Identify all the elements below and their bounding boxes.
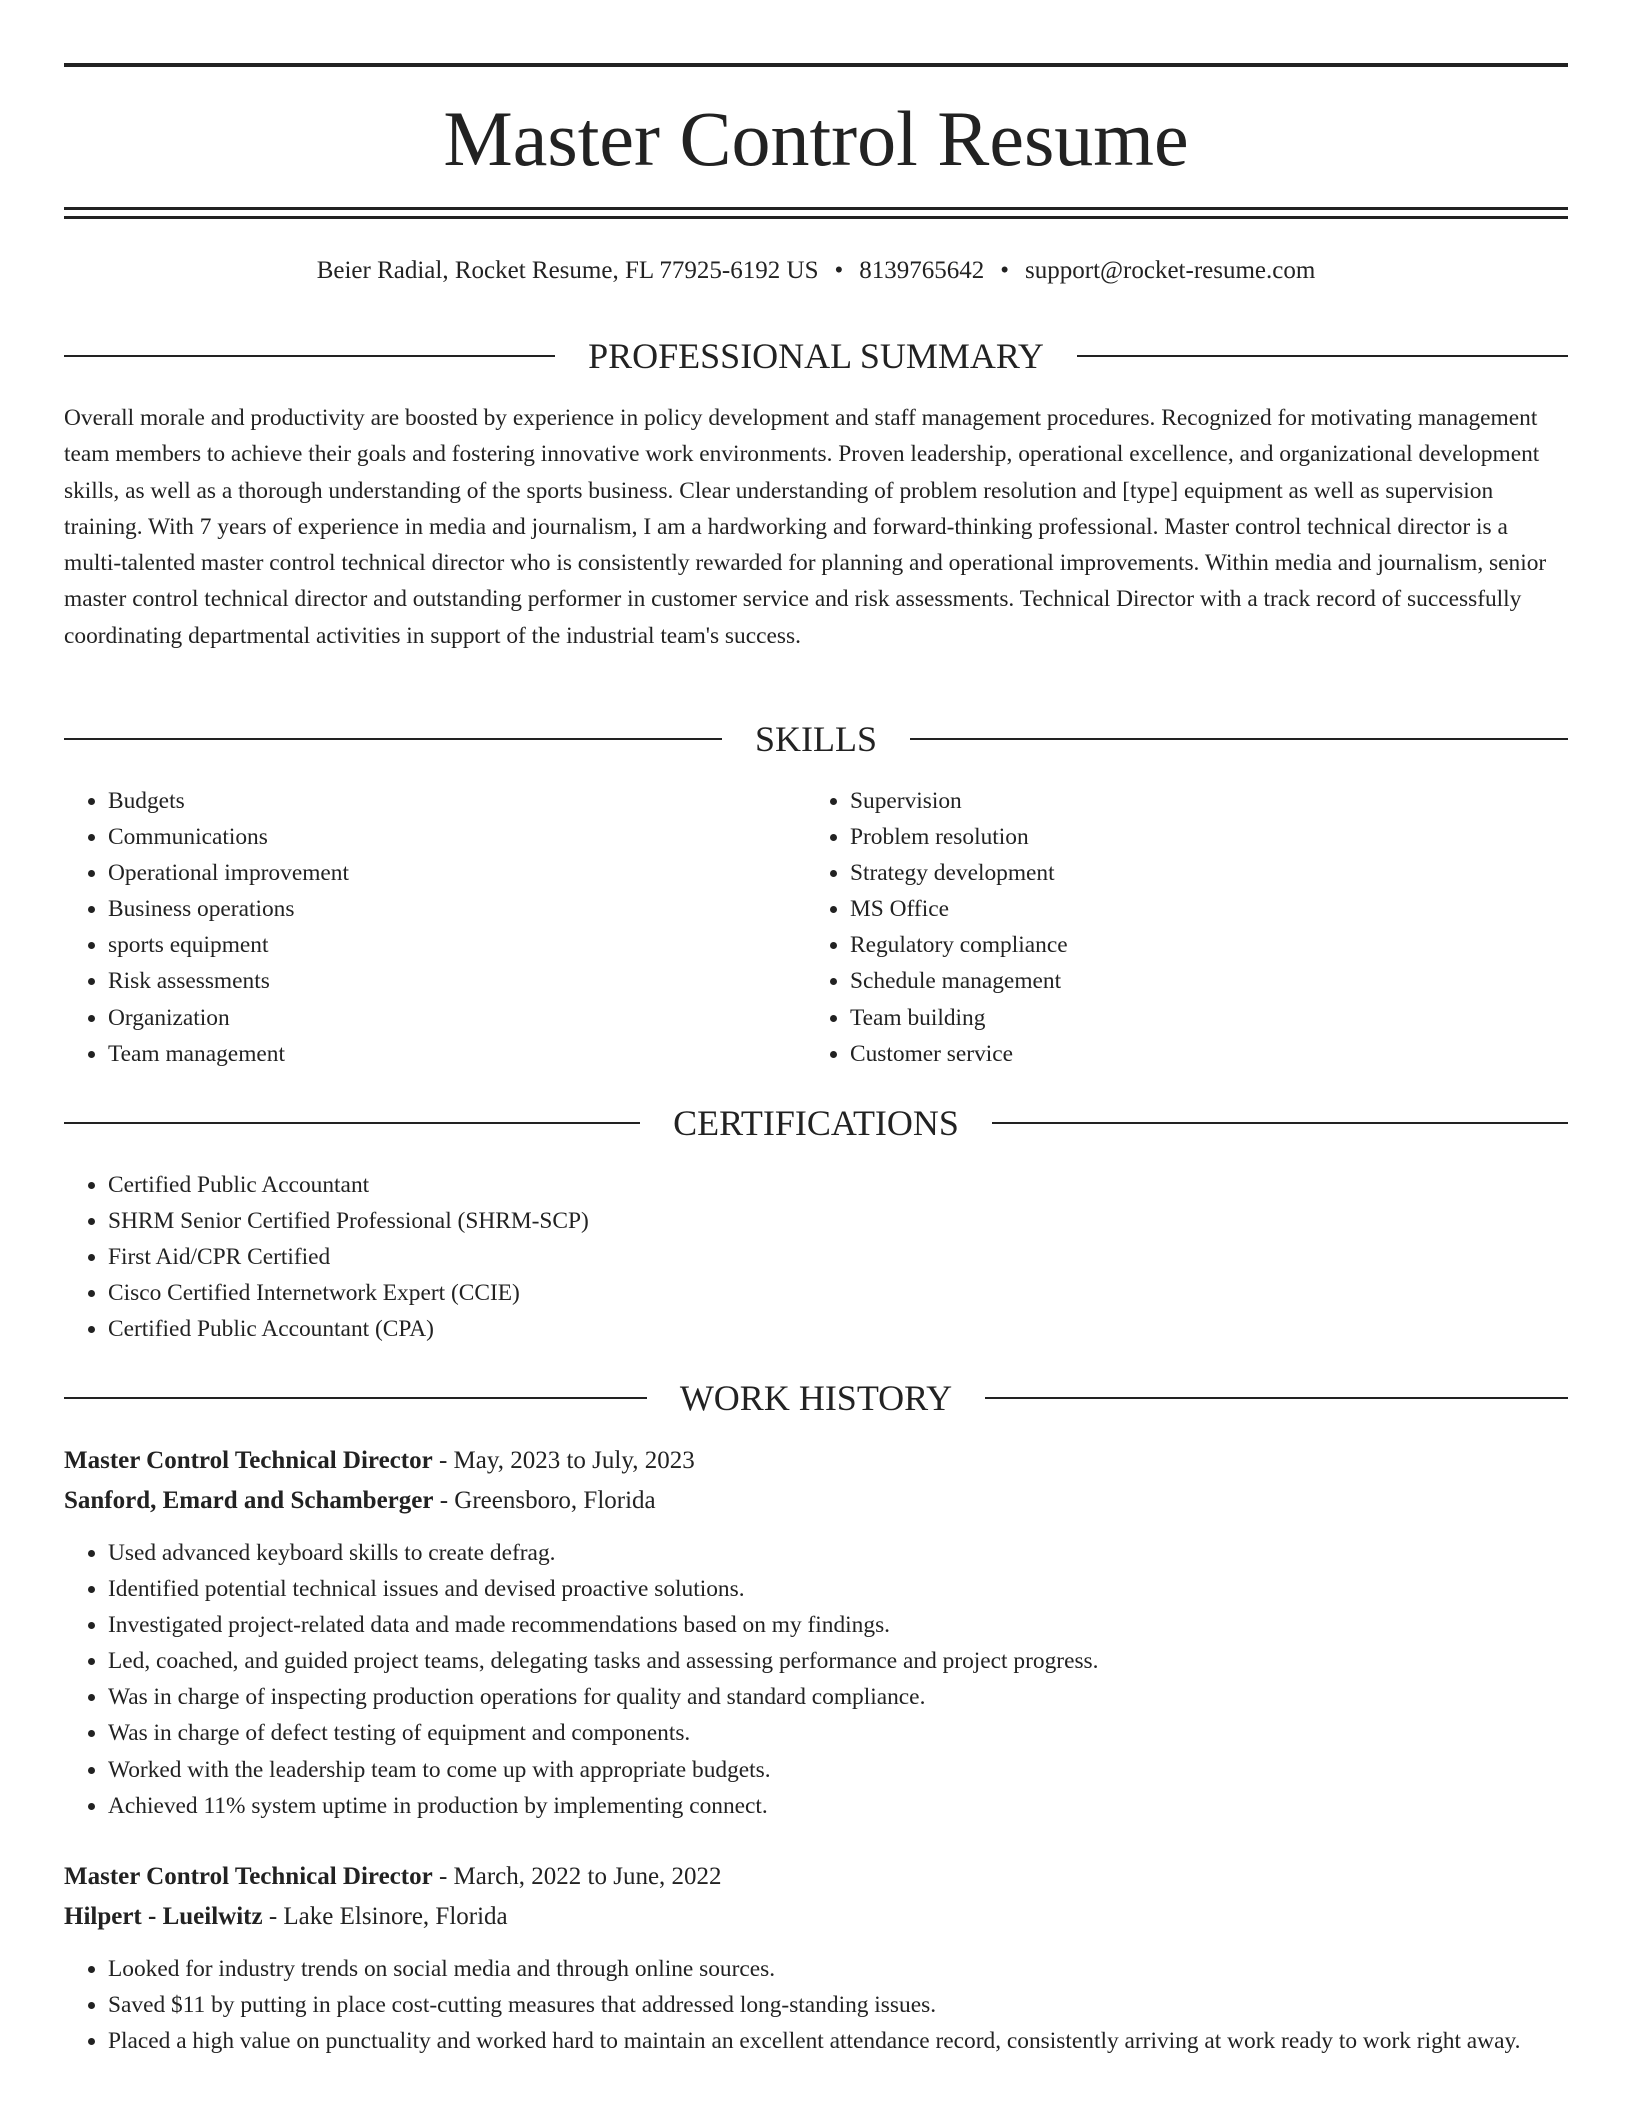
skill-item: • Communications xyxy=(108,819,808,855)
contact-line xyxy=(64,254,1568,288)
header-double-rule-top xyxy=(64,207,1568,210)
job-bullet: • Placed a high value on punctuality and worked hard to maintain an excellent attendance record, consistently arriving at work ready to work right away. xyxy=(108,2023,1568,2059)
job-bullet: • Identified potential technical issues and devised proactive solutions. xyxy=(108,1571,1568,1607)
certification-item: • Certified Public Accountant xyxy=(108,1167,1568,1203)
summary-heading xyxy=(64,334,1568,378)
skill-item: • sports equipment xyxy=(108,927,808,963)
skill-item: • Strategy development xyxy=(850,855,1550,891)
skill-item: • MS Office xyxy=(850,891,1550,927)
header-double-rule-bottom xyxy=(64,216,1568,219)
skill-item: • Schedule management xyxy=(850,963,1550,999)
job-company: Sanford, Emard and Schamberger xyxy=(64,1487,434,1514)
job-bullets xyxy=(64,1535,1568,1824)
resume-title: Master Control Resume xyxy=(443,95,1189,182)
job-company-line xyxy=(64,1481,1568,1521)
skills-heading xyxy=(64,717,1568,761)
job-bullet: • Worked with the leadership team to come up with appropriate budgets. xyxy=(108,1752,1568,1788)
job-location: - Greensboro, Florida xyxy=(433,1487,656,1514)
skill-item: • Team management xyxy=(108,1036,808,1072)
heading-rule xyxy=(985,1397,1568,1399)
job-bullet: • Was in charge of defect testing of equipment and components. xyxy=(108,1715,1568,1751)
contact-separator: • xyxy=(834,257,844,284)
summary-heading-label: PROFESSIONAL SUMMARY xyxy=(588,336,1044,376)
contact-separator: • xyxy=(1000,257,1010,284)
contact-email[interactable]: support@rocket-resume.com xyxy=(1025,257,1316,284)
heading-rule xyxy=(64,1122,640,1124)
certification-item: • SHRM Senior Certified Professional (SHRM-SCP) xyxy=(108,1203,1568,1239)
job-dates: - May, 2023 to July, 2023 xyxy=(432,1447,695,1474)
skill-item: • Organization xyxy=(108,1000,808,1036)
skill-item: • Budgets xyxy=(108,783,808,819)
job-bullet: • Looked for industry trends on social media and through online sources. xyxy=(108,1951,1568,1987)
heading-rule xyxy=(64,1397,647,1399)
certifications-heading xyxy=(64,1101,1568,1145)
job-company-line xyxy=(64,1897,1568,1937)
job-dates: - March, 2022 to June, 2022 xyxy=(432,1863,722,1890)
job-title: Master Control Technical Director xyxy=(64,1447,433,1474)
skill-item: • Business operations xyxy=(108,891,808,927)
job-bullet: • Led, coached, and guided project teams, delegating tasks and assessing performance and project progress. xyxy=(108,1643,1568,1679)
contact-phone: 8139765642 xyxy=(859,257,985,284)
heading-rule xyxy=(1077,355,1568,357)
header-top-rule xyxy=(64,63,1568,67)
summary-text: Overall morale and productivity are boosted by experience in policy development and staff management procedures. Recognized for motivating management team members to achieve their goals and fostering innovative work environments. Proven leadership, operational excellence, and organizational development skills, as well as a thorough understanding of the sports business. Clear understanding of problem resolution and [type] equipment as well as supervision training. With 7 years of experience in media and journalism, I am a hardworking and forward-thinking professional. Master control technical director is a multi-talented master control technical director who is consistently rewarded for planning and operational improvements. Within media and journalism, senior master control technical director and outstanding performer in customer service and risk assessments. Technical Director with a track record of successfully coordinating departmental activities in support of the industrial team's success. xyxy=(64,405,1547,649)
skill-item: • Operational improvement xyxy=(108,855,808,891)
job-location: - Lake Elsinore, Florida xyxy=(262,1903,508,1930)
job-title: Master Control Technical Director xyxy=(64,1863,433,1890)
skills-heading-label: SKILLS xyxy=(755,719,878,759)
job-title-line xyxy=(64,1857,1568,1897)
heading-rule xyxy=(64,355,555,357)
certification-item: • Certified Public Accountant (CPA) xyxy=(108,1311,1568,1347)
job-bullet: • Saved $11 by putting in place cost-cutting measures that addressed long-standing issues. xyxy=(108,1987,1568,2023)
job-bullet: • Was in charge of inspecting production operations for quality and standard compliance. xyxy=(108,1679,1568,1715)
job-bullets xyxy=(64,1951,1568,2059)
certification-item: • Cisco Certified Internetwork Expert (CCIE) xyxy=(108,1275,1568,1311)
contact-address: Beier Radial, Rocket Resume, FL 77925-6192 US xyxy=(316,257,819,284)
skill-item: • Problem resolution xyxy=(850,819,1550,855)
heading-rule xyxy=(910,738,1568,740)
job-bullet: • Used advanced keyboard skills to create defrag. xyxy=(108,1535,1568,1571)
skill-item: • Regulatory compliance xyxy=(850,927,1550,963)
skills-list-right xyxy=(806,783,1550,1072)
certification-item: • First Aid/CPR Certified xyxy=(108,1239,1568,1275)
job-bullet: • Investigated project-related data and made recommendations based on my findings. xyxy=(108,1607,1568,1643)
work-history-heading-label: WORK HISTORY xyxy=(679,1378,953,1418)
work-history-heading xyxy=(64,1376,1568,1420)
certifications-list xyxy=(64,1167,1568,1347)
certifications-heading-label: CERTIFICATIONS xyxy=(673,1103,959,1143)
heading-rule xyxy=(992,1122,1568,1124)
heading-rule xyxy=(64,738,722,740)
skill-item: • Supervision xyxy=(850,783,1550,819)
skills-list-left xyxy=(64,783,808,1072)
job-company: Hilpert - Lueilwitz xyxy=(64,1903,263,1930)
skill-item: • Risk assessments xyxy=(108,963,808,999)
skill-item: • Customer service xyxy=(850,1036,1550,1072)
job-title-line xyxy=(64,1441,1568,1481)
job-bullet: • Achieved 11% system uptime in production by implementing connect. xyxy=(108,1788,1568,1824)
skill-item: • Team building xyxy=(850,1000,1550,1036)
